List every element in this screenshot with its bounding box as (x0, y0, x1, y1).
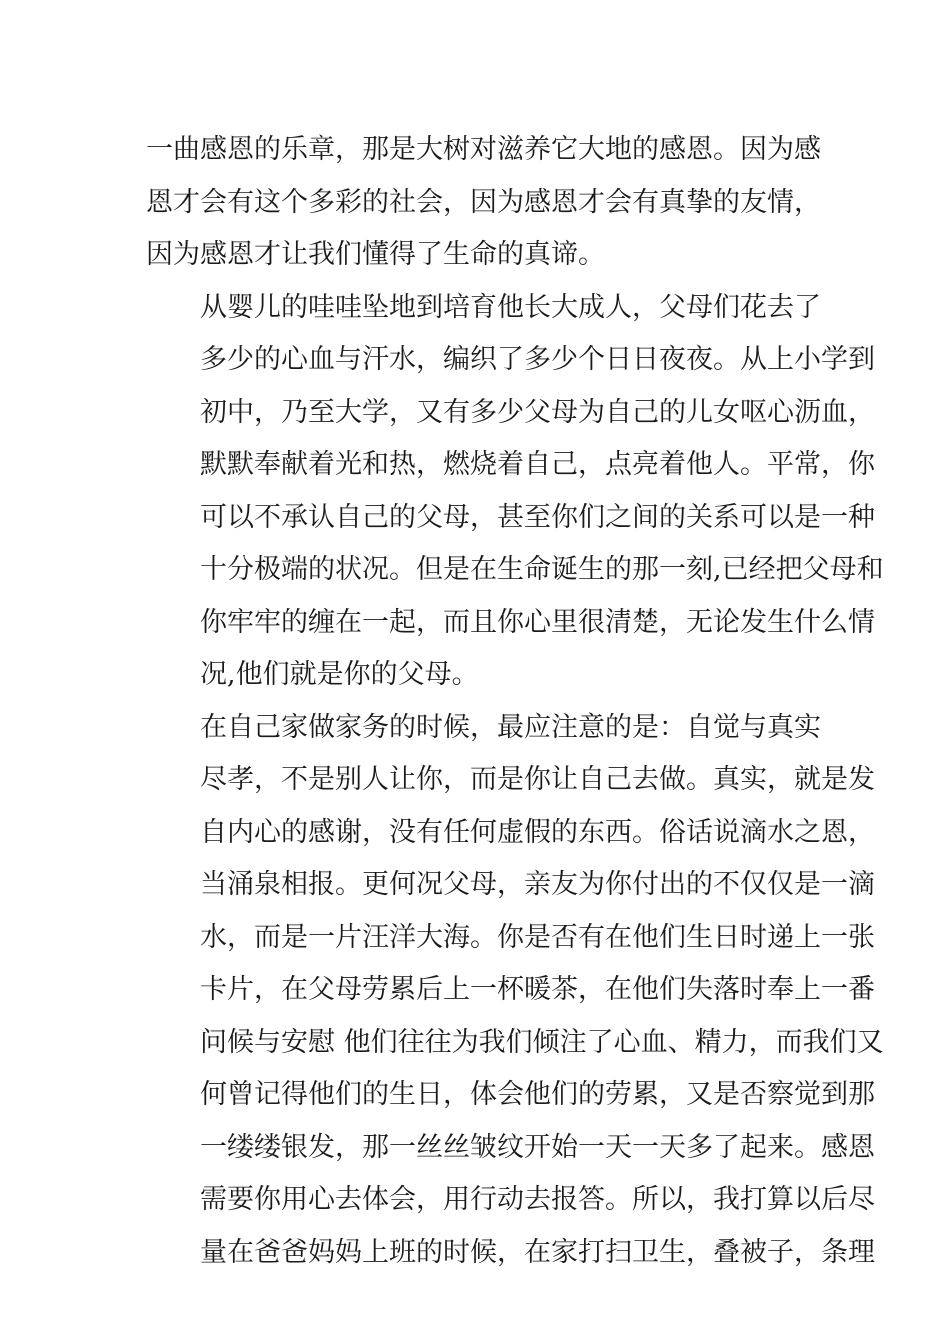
text-line: 尽孝，不是别人让你，而是你让自己去做。真实，就是发 (200, 764, 875, 795)
text-line: 量在爸爸妈妈上班的时候，在家打扫卫生，叠被子，条理 (200, 1236, 875, 1268)
text-line: 十分极端的状况。但是在生命诞生的那一刻,已经把父母和 (200, 554, 884, 585)
text-line: 卡片，在父母劳累后上一杯暖茶，在他们失落时奉上一番 (200, 974, 875, 1005)
paragraph (146, 124, 821, 282)
text-line: 可以不承认自己的父母，甚至你们之间的关系可以是一种 (200, 501, 875, 533)
paragraph (146, 282, 884, 702)
text-line: 恩才会有这个多彩的社会，因为感恩才会有真挚的友情， (146, 186, 821, 218)
text-line: 当涌泉相报。更何况父母，亲友为你付出的不仅仅是一滴 (200, 869, 875, 900)
text-line: 初中，乃至大学，又有多少父母为自己的儿女呕心沥血， (200, 396, 875, 428)
text-line: 在自己家做家务的时候，最应注意的是：自觉与真实 (200, 711, 821, 743)
text-line: 水，而是一片汪洋大海。你是否有在他们生日时递上一张 (200, 921, 875, 953)
text-line: 默默奉献着光和热，燃烧着自己，点亮着他人。平常，你 (200, 449, 875, 480)
text-line: 况,他们就是你的父母。 (200, 659, 479, 690)
text-line: 多少的心血与汗水，编织了多少个日日夜夜。从上小学到 (200, 344, 875, 375)
document-body (146, 124, 884, 1279)
text-line: 一曲感恩的乐章，那是大树对滋养它大地的感恩。因为感 (146, 134, 821, 165)
text-line: 需要你用心去体会，用行动去报答。所以，我打算以后尽 (200, 1184, 875, 1215)
text-line: 问候与安慰 他们往往为我们倾注了心血、精力，而我们又 (200, 1026, 884, 1058)
text-line: 因为感恩才让我们懂得了生命的真谛。 (146, 239, 605, 270)
text-line: 你牢牢的缠在一起，而且你心里很清楚，无论发生什么情 (200, 606, 875, 638)
text-line: 自内心的感谢，没有任何虚假的东西。俗话说滴水之恩， (200, 816, 875, 848)
text-line: 何曾记得他们的生日，体会他们的劳累，又是否察觉到那 (200, 1079, 875, 1110)
text-line: 一缕缕银发，那一丝丝皱纹开始一天一天多了起来。感恩 (200, 1131, 875, 1163)
paragraph (146, 702, 884, 1280)
text-line: 从婴儿的哇哇坠地到培育他长大成人，父母们花去了 (200, 291, 821, 323)
